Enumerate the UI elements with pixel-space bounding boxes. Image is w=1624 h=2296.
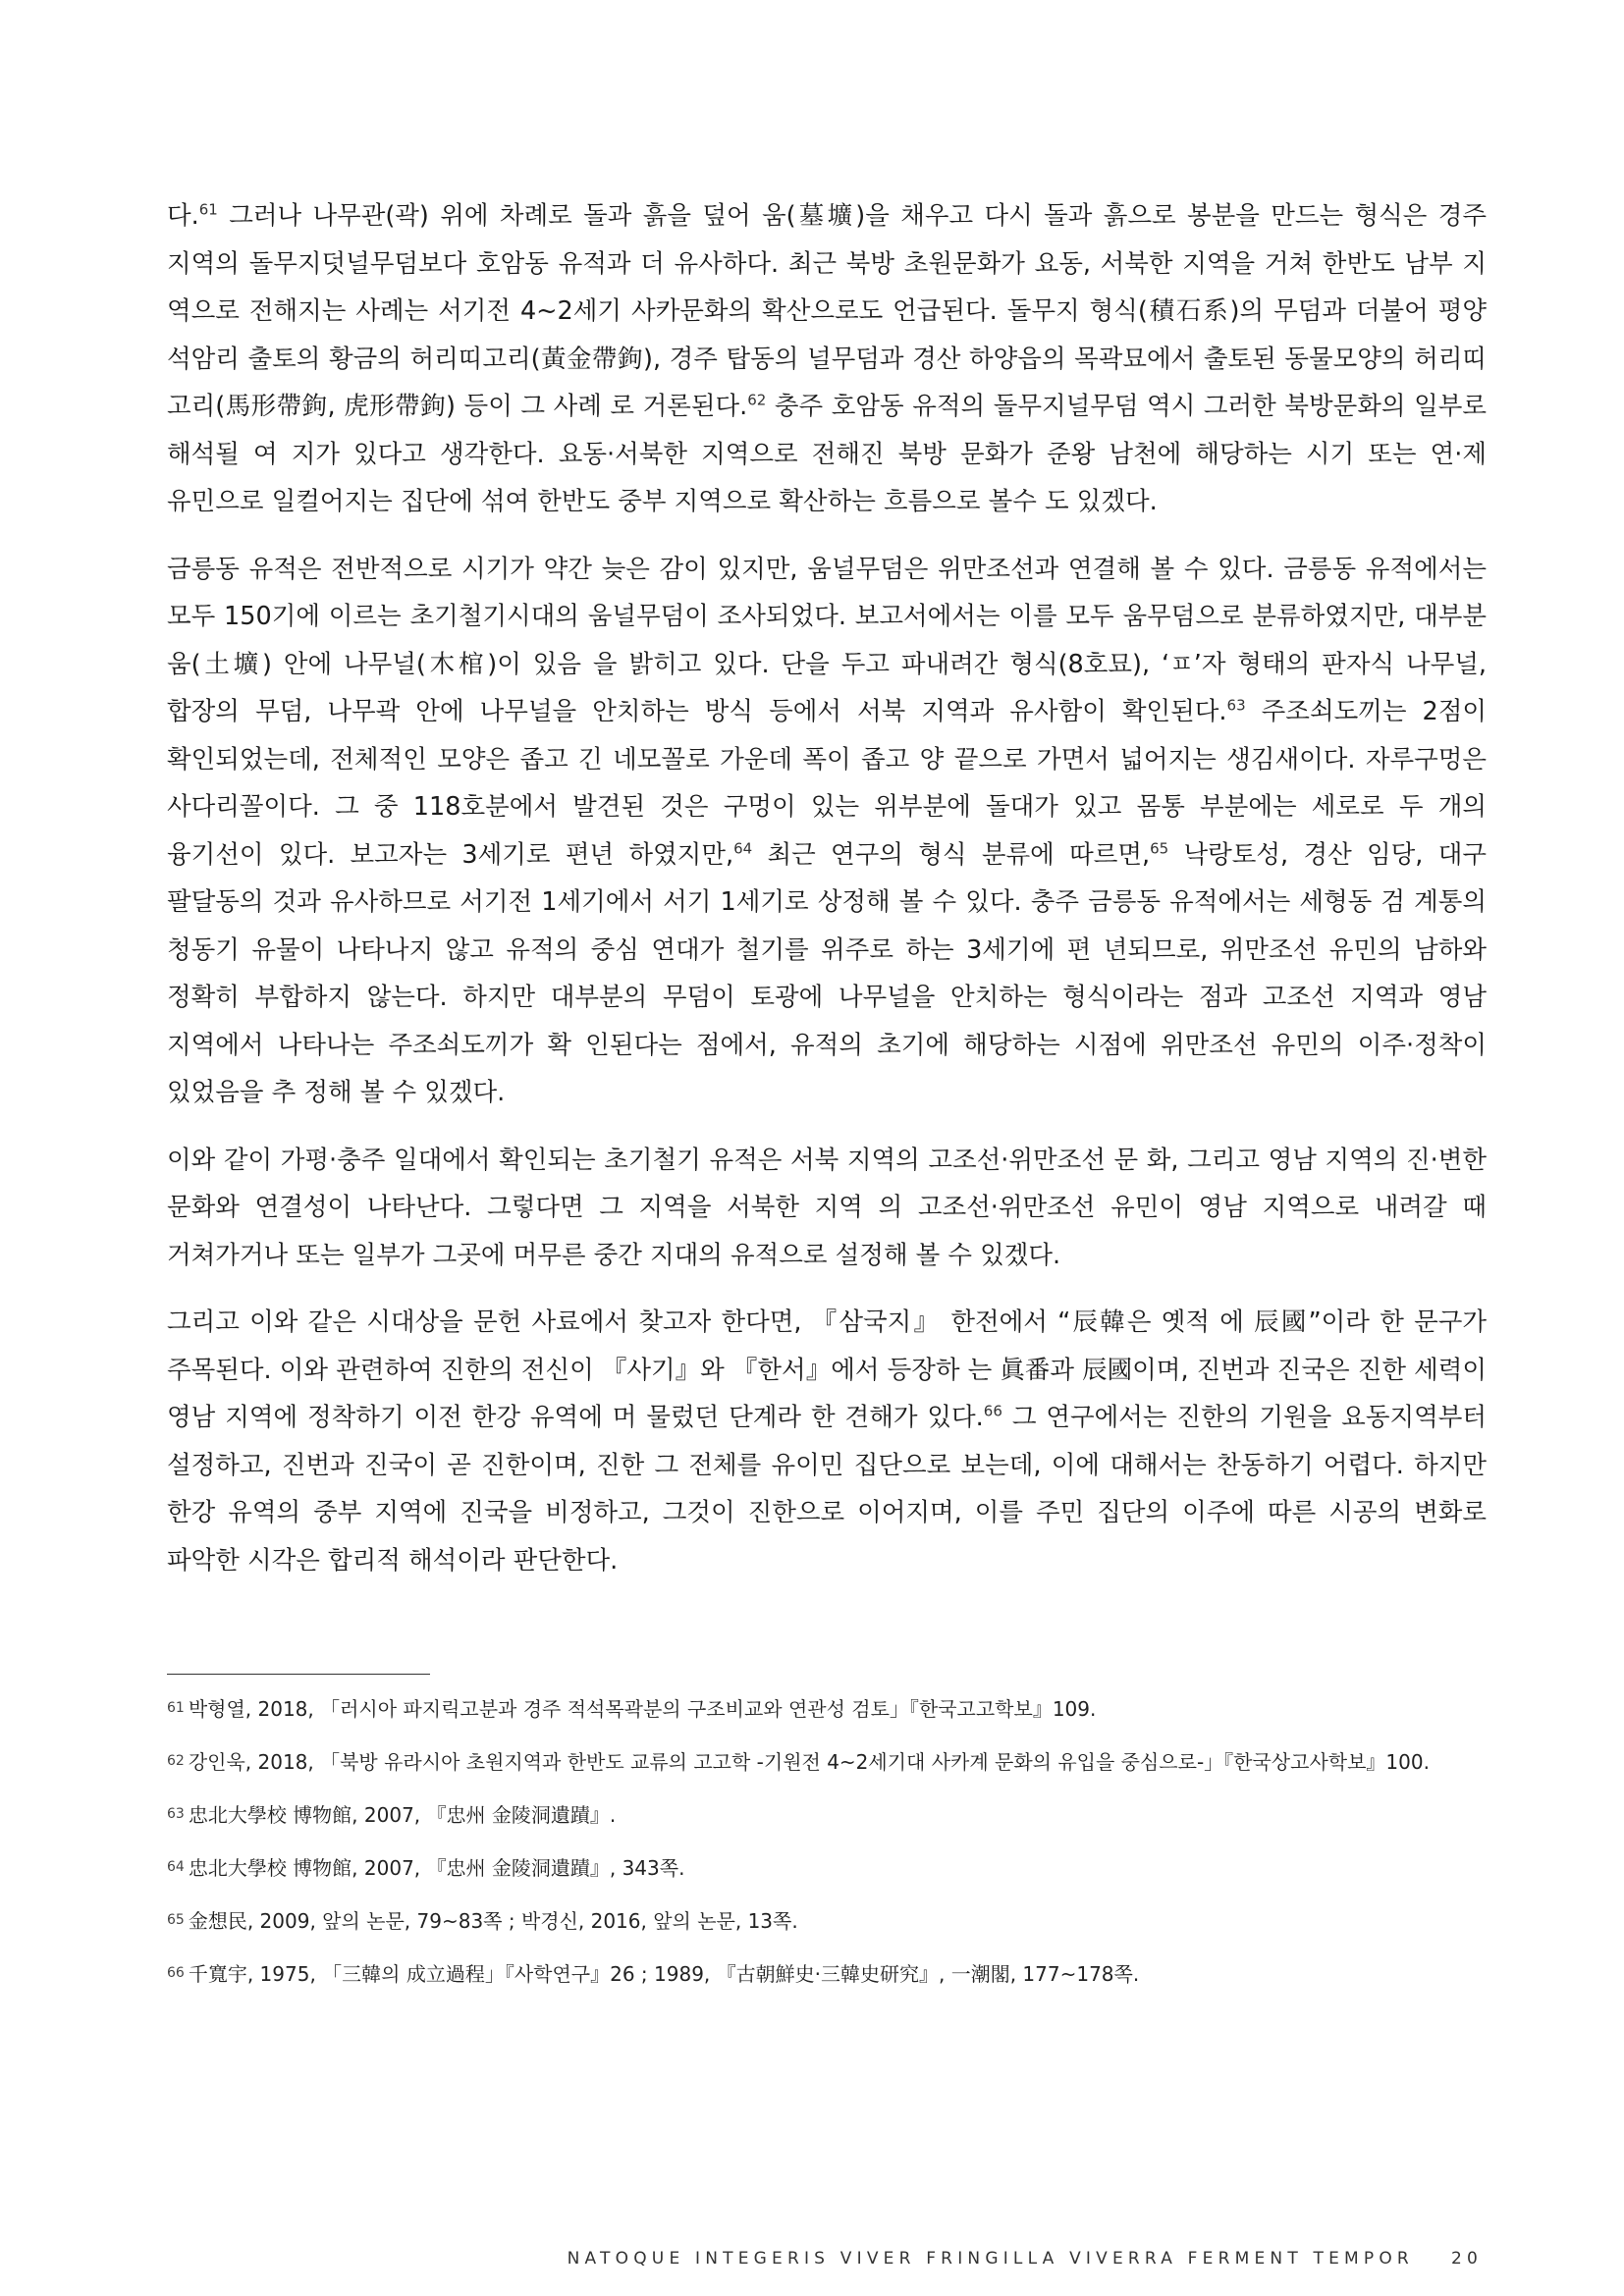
paragraph-text: 충주 호암동 유적의 돌무지널무덤 역시 그러한 북방문화의 일부로 해석될 여 지가 있다고 생각한다. 요동·서북한 지역으로 전해진 북방 문화가 준왕 남천에 해당하는 시기 또는 연·제 유민으로 일컬어지는 집단에 섞여 한반도 중부 지역으로 확산하는 흐름으로 볼수 도 있겠다. xyxy=(167,392,1487,516)
footnote xyxy=(167,1905,1483,1937)
footnote-ref: 66 xyxy=(983,1402,1002,1420)
footnote-number: 62 xyxy=(167,1753,185,1769)
footnote-text: 忠北大學校 博物館, 2007, 『忠州 金陵洞遺蹟』, 343쪽. xyxy=(188,1856,685,1880)
paragraph-text: 다. xyxy=(167,201,199,231)
paragraph-text: 주조쇠도끼는 2점이 확인되었는데, 전체적인 모양은 좁고 긴 네모꼴로 가운데 폭이 좁고 양 끝으로 가면서 넓어지는 생김새이다. 자루구멍은 사다리꼴이다. 그 중 118호분에서 발견된 것은 구멍이 있는 위부분에 돌대가 있고 몸통 부분에는 세로로 두 개의 융기선이 있다. 보고자는 3세기로 편년 하였지만, xyxy=(167,697,1488,870)
paragraph-text: 그 연구에서는 진한의 기원을 요동지역부터 설정하고, 진번과 진국이 곧 진한이며, 진한 그 전체를 유이민 집단으로 보는데, 이에 대해서는 찬동하기 어렵다. 하지만 한강 유역의 중부 지역에 진국을 비정하고, 그것이 진한으로 이어지며, 이를 주민 집단의 이주에 따른 시공의 변화로 파악한 시각은 합리적 해석이라 판단한다. xyxy=(167,1403,1487,1575)
footnote-ref: 64 xyxy=(733,839,753,857)
footnote-text: 忠北大學校 博物館, 2007, 『忠州 金陵洞遺蹟』. xyxy=(188,1803,617,1827)
footnote-number: 66 xyxy=(167,1965,185,1981)
footnote-number: 64 xyxy=(167,1859,185,1875)
footnote-text: 金想民, 2009, 앞의 논문, 79~83쪽 ; 박경신, 2016, 앞의 논문, 13쪽. xyxy=(188,1909,798,1933)
footnote-number: 65 xyxy=(167,1912,185,1928)
body-paragraph xyxy=(167,546,1487,1117)
footnote-number: 61 xyxy=(167,1700,185,1716)
paragraph-text: 낙랑토성, 경산 임당, 대구 팔달동의 것과 유사하므로 서기전 1세기에서 서기 1세기로 상정해 볼 수 있다. 충주 금릉동 유적에서는 세형동 검 계통의 청동기 유물이 나타나지 않고 유적의 중심 연대가 철기를 위주로 하는 3세기에 편 년되므로, 위만조선 유민의 남하와 정확히 부합하지 않는다. 하지만 대부분의 무덤이 토광에 나무널을 안치하는 형식이라는 점과 고조선 지역과 영남 지역에서 나타나는 주조쇠도끼가 확 인된다는 점에서, 유적의 초기에 해당하는 시점에 위만조선 유민의 이주·정착이 있었음을 추 정해 볼 수 있겠다. xyxy=(167,839,1488,1107)
main-text xyxy=(167,192,1487,1604)
footnote-text: 강인욱, 2018, 「북방 유라시아 초원지역과 한반도 교류의 고고학 -기원전 4~2세기대 사카계 문화의 유입을 중심으로-」『한국상고사학보』100. xyxy=(188,1750,1430,1774)
paragraph-text: 이와 같이 가평·충주 일대에서 확인되는 초기철기 유적은 서북 지역의 고조선·위만조선 문 화, 그리고 영남 지역의 진·변한 문화와 연결성이 나타난다. 그렇다면 그 지역을 서북한 지역 의 고조선·위만조선 유민이 영남 지역으로 내려갈 때 거쳐가거나 또는 일부가 그곳에 머무른 중간 지대의 유적으로 설정해 볼 수 있겠다. xyxy=(167,1145,1487,1270)
footnote-ref: 63 xyxy=(1226,696,1246,715)
footnote xyxy=(167,1852,1483,1884)
footnote-ref: 62 xyxy=(747,391,767,409)
footnote-text: 박형열, 2018, 「러시아 파지릭고분과 경주 적석목곽분의 구조비교와 연관성 검토」『한국고고학보』109. xyxy=(188,1697,1097,1721)
footnote xyxy=(167,1693,1483,1725)
footnote-text: 千寬宇, 1975, 「三韓의 成立過程」『사학연구』26 ; 1989, 『古朝鮮史·三韓史研究』, 一潮閣, 177~178쪽. xyxy=(188,1962,1140,1986)
paragraph-text: 그러나 나무관(곽) 위에 차례로 돌과 흙을 덮어 움(墓壙)을 채우고 다시 돌과 흙으로 봉분을 만드는 형식은 경주 지역의 돌무지덧널무덤보다 호암동 유적과 더 유사하다. 최근 북방 초원문화가 요동, 서북한 지역을 거쳐 한반도 남부 지 역으로 전해지는 사례는 서기전 4~2세기 사카문화의 확산으로도 언급된다. 돌무지 형식(積石系)의 무덤과 더불어 평양 석암리 출토의 황금의 허리띠고리(黃金帶鉤), 경주 탑동의 널무덤과 경산 하양읍의 목곽묘에서 출토된 동물모양의 허리띠 고리(馬形帶鉤, 虎形帶鉤) 등이 그 사례 로 거론된다. xyxy=(167,201,1487,421)
footnote-number: 63 xyxy=(167,1806,185,1822)
footnote xyxy=(167,1958,1483,1990)
body-paragraph xyxy=(167,1137,1487,1280)
paragraph-text: 금릉동 유적은 전반적으로 시기가 약간 늦은 감이 있지만, 움널무덤은 위만조선과 연결해 볼 수 있다. 금릉동 유적에서는 모두 150기에 이르는 초기철기시대의 움널무덤이 조사되었다. 보고서에서는 이를 모두 움무덤으로 분류하였지만, 대부분 움(土壙) 안에 나무널(木棺)이 있음 을 밝히고 있다. 단을 두고 파내려간 형식(8호묘), ‘ㅍ’자 형태의 판자식 나무널, 합장의 무덤, 나무곽 안에 나무널을 안치하는 방식 등에서 서북 지역과 유사함이 확인된다. xyxy=(167,554,1487,726)
footnote xyxy=(167,1799,1483,1831)
footnote-ref: 65 xyxy=(1150,839,1169,857)
body-paragraph xyxy=(167,192,1487,526)
footnote xyxy=(167,1746,1483,1778)
footnote-ref: 61 xyxy=(198,200,218,219)
running-footer xyxy=(568,2249,1483,2269)
page-number: 20 xyxy=(1450,2249,1483,2269)
body-paragraph xyxy=(167,1299,1487,1584)
footnote-divider xyxy=(167,1674,430,1675)
paragraph-text: 그리고 이와 같은 시대상을 문헌 사료에서 찾고자 한다면, 『삼국지』 한전에서 “辰韓은 옛적 에 辰國”이라 한 문구가 주목된다. 이와 관련하여 진한의 전신이 『사기』와 『한서』에서 등장하 는 眞番과 辰國이며, 진번과 진국은 진한 세력이 영남 지역에 정착하기 이전 한강 유역에 머 물렀던 단계라 한 견해가 있다. xyxy=(167,1308,1487,1432)
running-title: NATOQUE INTEGERIS VIVER FRINGILLA VIVERRA FERMENT TEMPOR xyxy=(567,2249,1414,2269)
footnotes xyxy=(167,1693,1483,2011)
paragraph-text: 최근 연구의 형식 분류에 따르면, xyxy=(752,839,1151,870)
